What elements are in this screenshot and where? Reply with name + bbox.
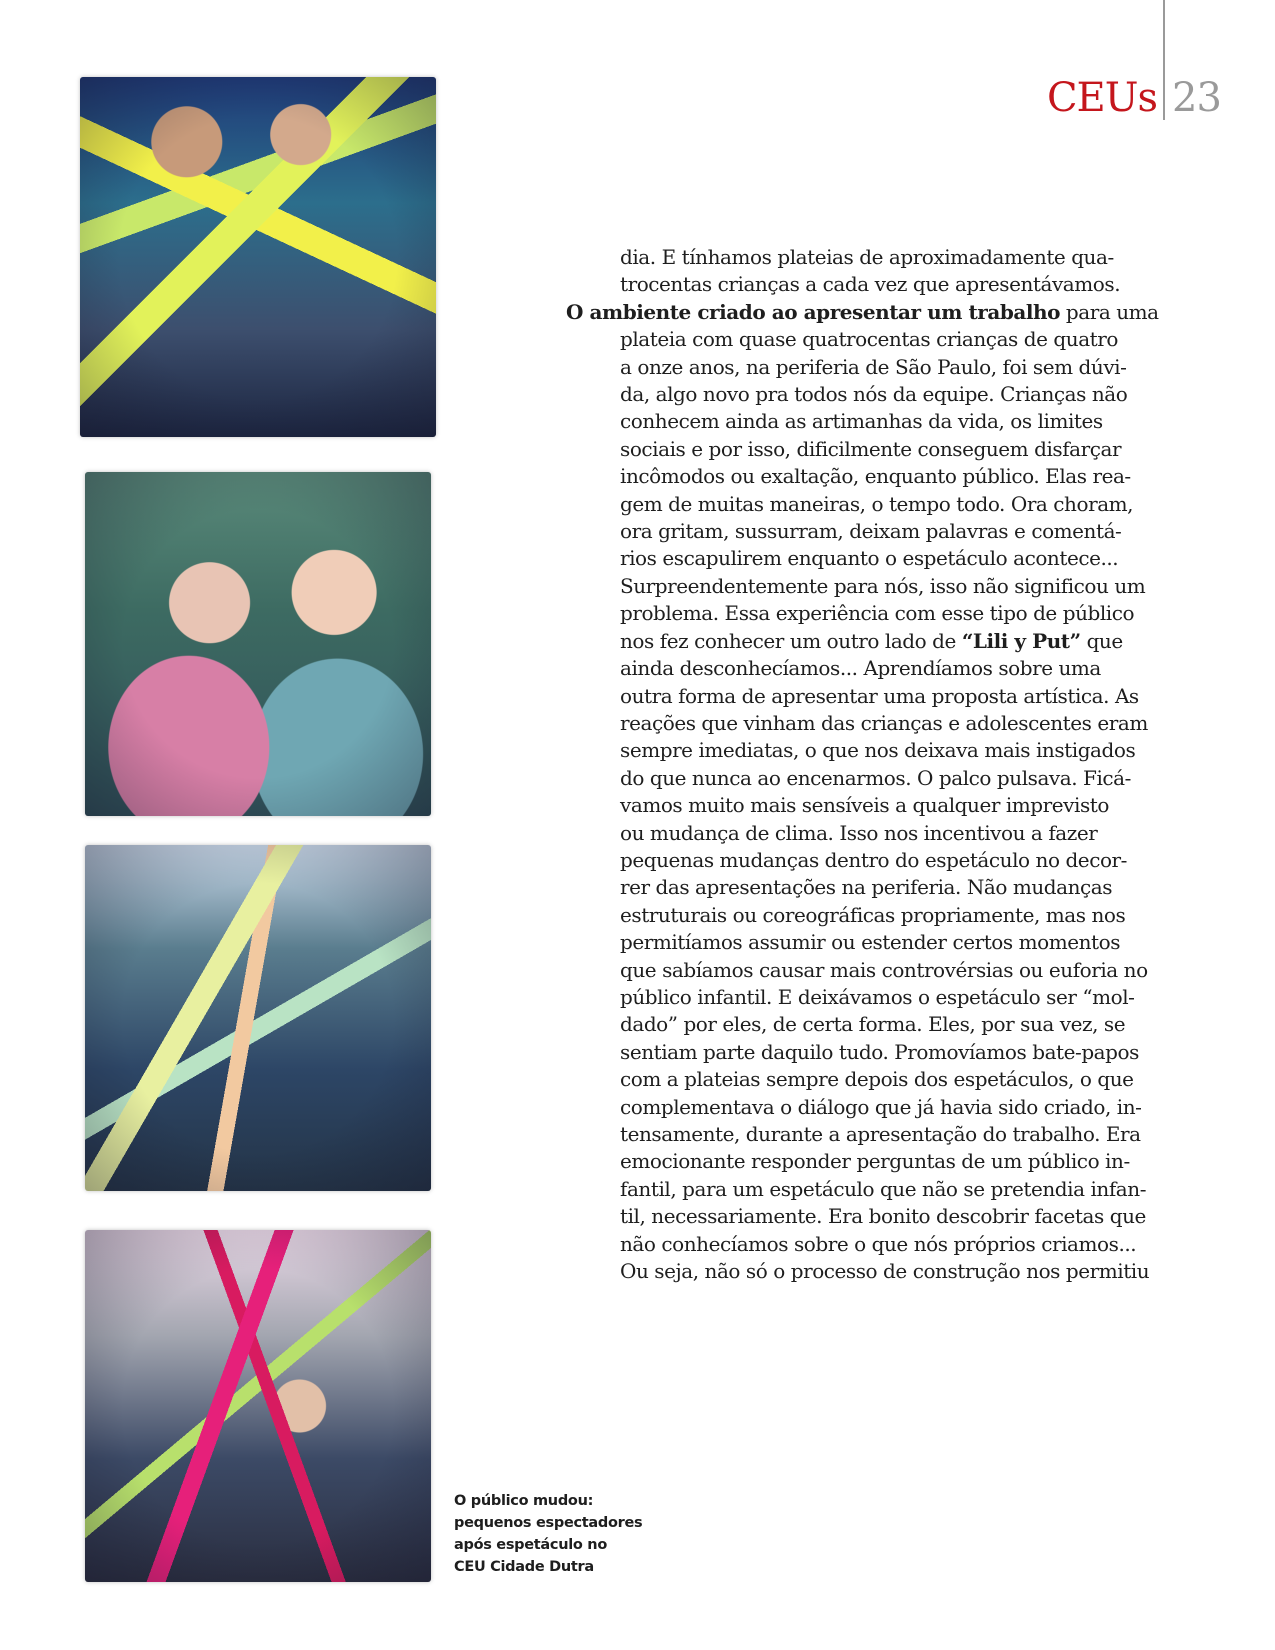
photo-caption [454,1490,643,1578]
article-line: público infantil. E deixávamos o espetáculo ser “mol- [620,984,1135,1009]
caption-line: O público mudou: [454,1493,594,1509]
show-title: “Lili y Put” [961,628,1081,653]
article-line: Ou seja, não só o processo de construção nos permitiu [620,1259,1150,1284]
article-line: ou mudança de clima. Isso nos incentivou a fazer [620,820,1098,845]
article-line: da, algo novo pra todos nós da equipe. Crianças não [620,382,1128,407]
article-line: trocentas crianças a cada vez que apresentávamos. [620,272,1121,297]
article-line: pequenas mudanças dentro do espetáculo no decor- [620,847,1127,872]
article-line: complementava o diálogo que já havia sido criado, in- [620,1094,1142,1119]
article-line: outra forma de apresentar uma proposta artística. As [620,683,1139,708]
header-divider [1163,0,1165,120]
article-line: fantil, para um espetáculo que não se pretendia infan- [620,1176,1147,1201]
article-line: ainda desconhecíamos... Aprendíamos sobre uma [620,656,1101,681]
article-text: nos fez conhecer um outro lado de [620,628,962,653]
photo-two-girls [85,472,431,816]
article-body [566,244,1166,1285]
article-line: com a plateias sempre depois dos espetáculos, o que [620,1067,1134,1092]
caption-line: pequenos espectadores [454,1515,643,1531]
article-line: que sabíamos causar mais controvérsias ou euforia no [620,957,1148,982]
article-line: do que nunca ao encenarmos. O palco pulsava. Ficá- [620,765,1131,790]
caption-line: CEU Cidade Dutra [454,1559,594,1575]
article-line: dado” por eles, de certa forma. Eles, por sua vez, se [620,1012,1126,1037]
page-number: 23 [1172,75,1221,121]
section-title: CEUs [1046,75,1157,121]
photo-balloons-courtyard [85,845,431,1191]
photo-children-balloons [80,77,436,437]
article-line [566,299,1166,326]
article-line: emocionante responder perguntas de um público in- [620,1149,1130,1174]
article-text: para uma [1060,299,1159,324]
article-line: permitíamos assumir ou estender certos momentos [620,930,1121,955]
article-line: sociais e por isso, dificilmente conseguem disfarçar [620,436,1122,461]
article-line: não conhecíamos sobre o que nós próprios criamos... [620,1231,1137,1256]
article-lead-in: O ambiente criado ao apresentar um trabalho [566,299,1060,324]
article-line: vamos muito mais sensíveis a qualquer imprevisto [620,793,1109,818]
article-line: sentiam parte daquilo tudo. Promovíamos bate-papos [620,1039,1139,1064]
article-line: estruturais ou coreográficas propriamente, mas nos [620,902,1126,927]
article-line: gem de muitas maneiras, o tempo todo. Ora choram, [620,491,1134,516]
article-line: rios escapulirem enquanto o espetáculo acontece... [620,546,1119,571]
article-line: tensamente, durante a apresentação do trabalho. Era [620,1122,1141,1146]
article-line: ora gritam, sussurram, deixam palavras e comentá- [620,519,1122,544]
article-line: dia. E tínhamos plateias de aproximadamente qua- [620,245,1114,269]
caption-line: após espetáculo no [454,1537,607,1553]
article-line: a onze anos, na periferia de São Paulo, foi sem dúvi- [620,354,1127,379]
photo-children-pink-balloon [85,1230,431,1582]
article-line [566,628,1166,655]
article-line: rer das apresentações na periferia. Não mudanças [620,875,1113,900]
article-line: reações que vinham das crianças e adolescentes eram [620,710,1148,735]
article-line: plateia com quase quatrocentas crianças de quatro [620,327,1118,352]
article-line: Surpreendentemente para nós, isso não significou um [620,573,1146,598]
article-text: que [1080,628,1123,653]
article-line: til, necessariamente. Era bonito descobrir facetas que [620,1204,1146,1229]
article-line: sempre imediatas, o que nos deixava mais instigados [620,738,1136,763]
article-line: conhecem ainda as artimanhas da vida, os limites [620,409,1103,434]
article-line: problema. Essa experiência com esse tipo de público [620,601,1135,626]
article-line: incômodos ou exaltação, enquanto público. Elas rea- [620,464,1131,489]
